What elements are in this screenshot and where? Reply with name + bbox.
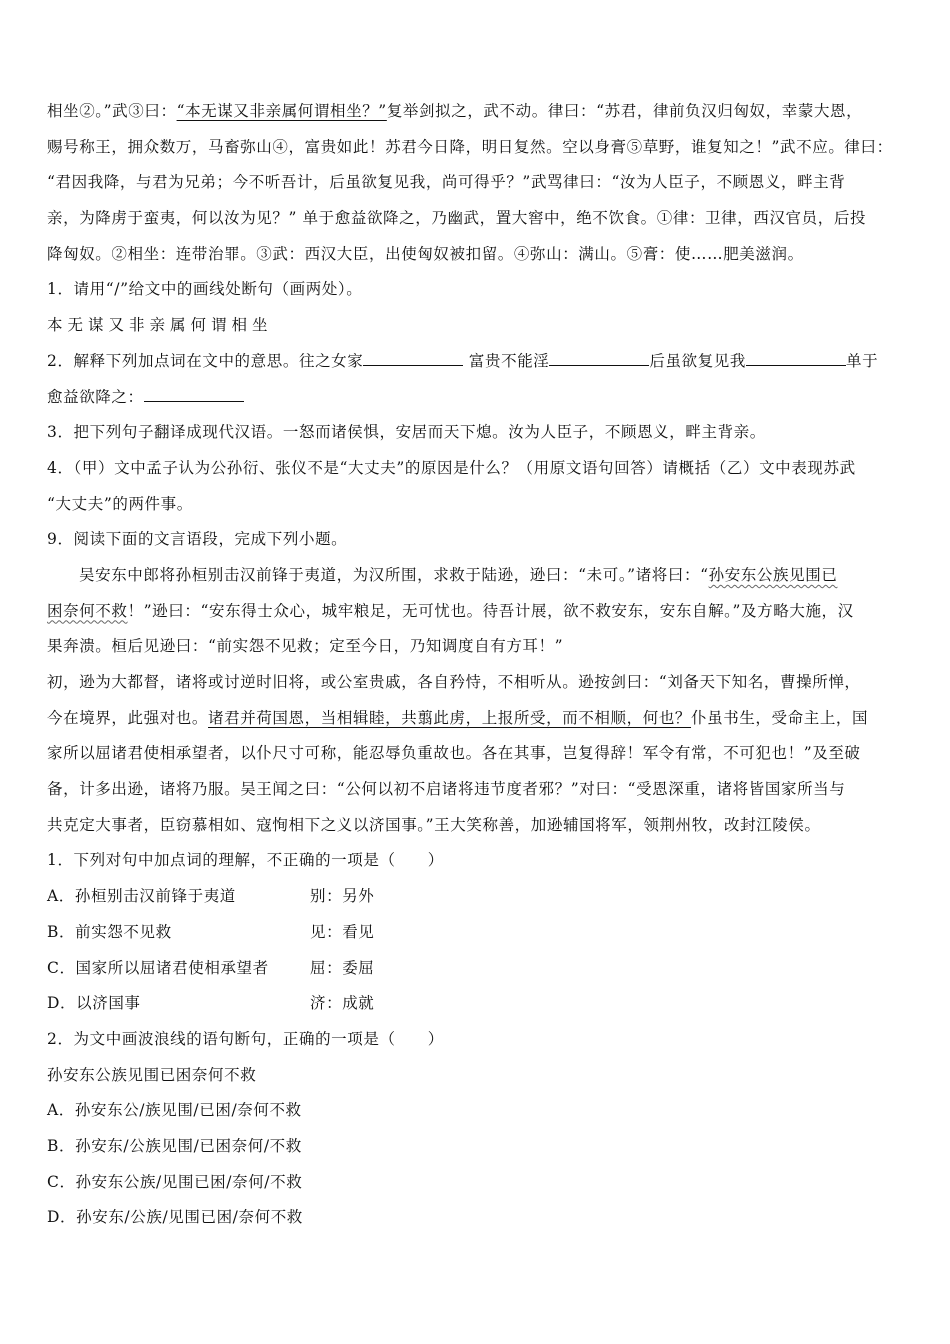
text-segment: “大丈夫”的两件事。	[47, 494, 193, 513]
text-segment: 孙安东公族见围已困奈何不救	[47, 1065, 257, 1084]
text-segment: A．孙安东公/族见围/已困/奈何不救	[47, 1101, 302, 1120]
text-line	[47, 736, 907, 772]
text-segment: 单于	[846, 351, 879, 370]
text-line	[47, 558, 907, 594]
underlined-text: 困奈何不救	[47, 601, 128, 620]
text-line	[47, 344, 907, 380]
text-line	[47, 843, 907, 879]
text-segment: 赐号称王，拥众数万，马畜弥山④，富贵如此！苏君今日降，明日复然。空以身膏⑤草野，谁复知之！”武不应。律曰：	[47, 137, 893, 156]
text-line	[47, 272, 907, 308]
text-segment: 备，计多出逊，诸将乃服。吴王闻之曰：“公何以初不启诸将违节度者邪？”对曰：“受恩深重，诸将皆国家所当与	[47, 780, 846, 799]
text-segment: 1．下列对句中加点词的理解，不正确的一项是（ ）	[47, 851, 444, 870]
text-line	[47, 487, 907, 523]
text-line	[47, 879, 907, 915]
text-segment: 4．（甲）文中孟子认为公孙衍、张仪不是“大丈夫”的原因是什么？（用原文语句回答）请概括（乙）文中表现苏武	[47, 458, 856, 477]
underlined-text: 诸君并荷国恩，当相辑睦，共翦此虏，上报所受，而不相顺，何也？	[208, 708, 692, 727]
text-line	[47, 665, 907, 701]
text-line	[47, 522, 907, 558]
text-segment: 仆虽书生，受命主上，国	[691, 708, 869, 727]
text-segment: D．以济国事	[47, 994, 141, 1013]
text-segment: 共克定大事者，臣窃慕相如、寇恂相下之义以济国事。”王大笑称善，加逊辅国将军，领荆州牧，改封江陵侯。	[47, 815, 821, 834]
text-segment: 3．把下列句子翻译成现代汉语。一怒而诸侯惧，安居而天下熄。汝为人臣子，不顾恩义，畔主背亲。	[47, 423, 766, 442]
document-body	[47, 94, 907, 1236]
text-line	[47, 130, 907, 166]
option-explanation: 别：另外	[310, 887, 375, 906]
text-segment: A．孙桓别击汉前锋于夷道	[47, 887, 236, 906]
text-line	[47, 701, 907, 737]
text-segment: 家所以屈诸君使相承望者，以仆尺寸可称，能忍辱负重故也。各在其事，岂复得辞！军令有常，不可犯也！”及至破	[47, 744, 861, 763]
option-explanation: 屈：委屈	[310, 958, 375, 977]
text-segment: 本无谋又非亲属何谓相坐	[47, 316, 273, 335]
text-segment: 今在境界，此强对也。	[47, 708, 209, 727]
text-segment: 后虽欲复见我	[649, 351, 747, 370]
text-line	[47, 308, 907, 344]
text-segment: ！”逊曰：“安东得士众心，城牢粮足，无可忧也。待吾计展，欲不救安东，安东自解。”及方略大施，汉	[127, 601, 854, 620]
text-segment: B．前实怨不见救	[47, 922, 172, 941]
text-line	[47, 1093, 907, 1129]
text-segment: 相坐②。”武③曰：	[47, 102, 177, 120]
text-segment: 2．解释下列加点词在文中的意思。往之女家	[47, 351, 364, 370]
text-line	[47, 201, 907, 237]
text-line	[47, 1165, 907, 1201]
text-line	[47, 1129, 907, 1165]
text-segment: 吴安东中郎将孙桓别击汉前锋于夷道，为汉所围，求救于陆逊，逊曰：“未可。”诸将曰：“	[79, 565, 709, 584]
text-line	[47, 415, 907, 451]
text-line	[47, 165, 907, 201]
text-line	[47, 451, 907, 487]
answer-blank[interactable]	[363, 351, 463, 366]
option-explanation: 济：成就	[310, 994, 375, 1013]
text-segment: C．孙安东公族/见围已困/奈何/不救	[47, 1172, 303, 1191]
text-line	[47, 772, 907, 808]
underlined-text: 孙安东公族见围已	[708, 565, 838, 584]
text-line	[47, 594, 907, 630]
answer-blank[interactable]	[746, 351, 846, 366]
text-line	[47, 986, 907, 1022]
text-segment: 亲，为降虏于蛮夷，何以汝为见？” 单于愈益欲降之，乃幽武，置大窖中，绝不饮食。①律：卫律，西汉官员，后投	[47, 209, 867, 228]
text-segment: D．孙安东/公族/见围已困/奈何不救	[47, 1208, 303, 1227]
text-line	[47, 808, 907, 844]
text-segment: C．国家所以屈诸君使相承望者	[47, 958, 269, 977]
text-segment: 初，逊为大都督，诸将或讨逆时旧将，或公室贵戚，各自矜恃，不相听从。逊按剑曰：“刘备天下知名，曹操所惮，	[47, 673, 861, 691]
text-segment: 9．阅读下面的文言语段，完成下列小题。	[47, 530, 348, 549]
underlined-text: “本无谋又非亲属何谓相坐？”	[176, 102, 387, 120]
option-explanation: 见：看见	[310, 922, 375, 941]
text-line	[47, 1058, 907, 1094]
text-line	[47, 94, 907, 130]
text-segment: 复举剑拟之，武不动。律曰：“苏君，律前负汉归匈奴，幸蒙大恩，	[386, 102, 863, 120]
text-segment: “君因我降，与君为兄弟；今不听吾计，后虽欲复见我，尚可得乎？”武骂律曰：“汝为人臣子，不顾恩义，畔主背	[47, 173, 846, 192]
answer-blank[interactable]	[144, 387, 244, 402]
text-line	[47, 629, 907, 665]
text-segment: 富贵不能淫	[463, 351, 550, 370]
text-line	[47, 1200, 907, 1236]
text-segment: 2．为文中画波浪线的语句断句，正确的一项是（ ）	[47, 1029, 444, 1048]
text-segment: 1．请用“/”给文中的画线处断句（画两处）。	[47, 280, 363, 299]
text-segment: 降匈奴。②相坐：连带治罪。③武：西汉大臣，出使匈奴被扣留。④弥山：满山。⑤膏：使……肥美滋润。	[47, 244, 804, 263]
text-segment: B．孙安东/公族见围/已困奈何/不救	[47, 1136, 302, 1155]
text-line	[47, 951, 907, 987]
text-segment: 愈益欲降之：	[47, 387, 144, 406]
text-line	[47, 237, 907, 273]
answer-blank[interactable]	[549, 351, 649, 366]
text-segment: 果奔溃。桓后见逊曰：“前实怨不见救；定至今日，乃知调度自有方耳！”	[47, 637, 564, 656]
text-line	[47, 915, 907, 951]
text-line	[47, 380, 907, 416]
text-line	[47, 1022, 907, 1058]
